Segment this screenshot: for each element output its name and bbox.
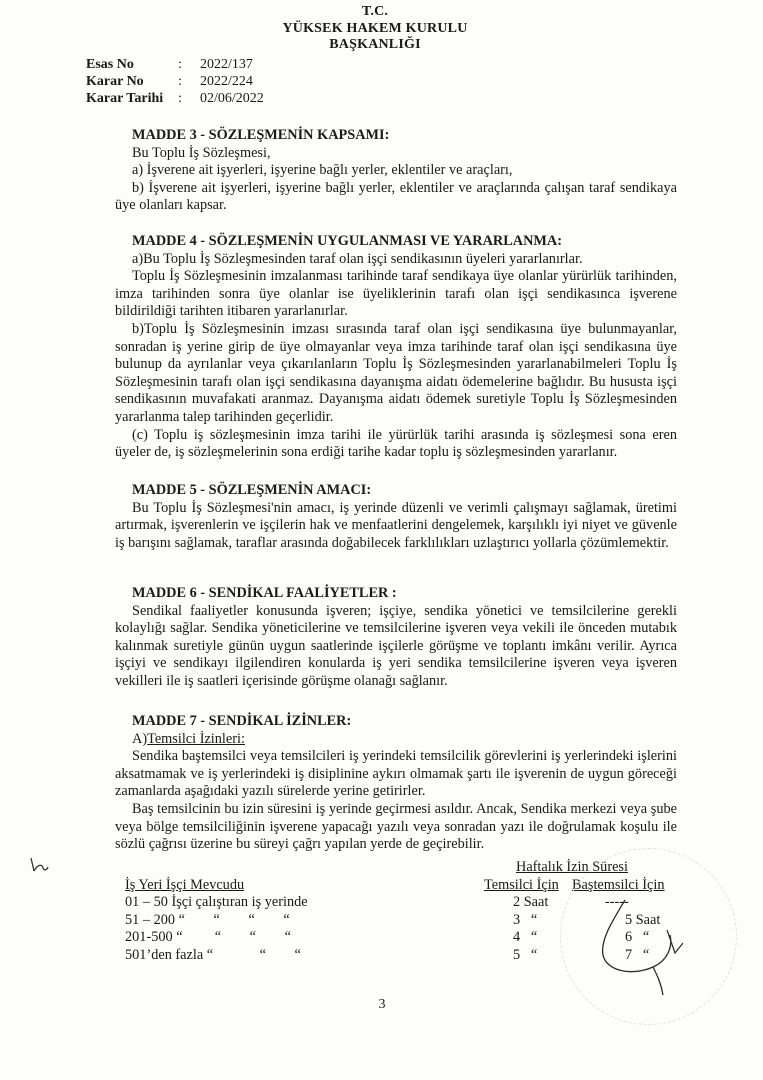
- esas-value: 2022/137: [200, 57, 253, 72]
- table-cell: 201-500 “ “ “ “: [125, 929, 291, 946]
- table-cell: 5 “: [513, 946, 538, 963]
- article-5: [115, 482, 677, 552]
- subheading-label: Temsilci İzinleri:: [147, 730, 245, 747]
- article-7: [115, 713, 677, 854]
- header-tc: T.C.: [361, 4, 389, 19]
- signature-mark: [575, 895, 695, 1005]
- tarih-row: [86, 90, 264, 107]
- paragraph: Sendika baştemsilci veya temsilcileri iş yerindeki temsilcilik görevlerini iş yerlerindeki işlerini aksatmamak ve iş yerlerindeki iş disiplinine aykırı olmamak şartı ile işverenin de uygun göreceği zamanlarda aşağıdaki yazılı sürelerde yerine getirirler.: [115, 748, 677, 800]
- table-cell: 5 Saat: [625, 911, 661, 928]
- table-cell: 7 “: [625, 946, 650, 963]
- table-title: Haftalık İzin Süresi: [516, 859, 628, 875]
- paragraph: b) İşverene ait işyerleri, işyerine bağlı yerler, eklentiler ve araçlarında çalışan taraf sendikaya üye olanları kapsar.: [115, 179, 677, 214]
- page-number: 3: [378, 997, 386, 1012]
- article-3: [115, 127, 677, 215]
- article-7-heading: MADDE 7 - SENDİKAL İZİNLER:: [132, 713, 352, 729]
- article-6-heading: MADDE 6 - SENDİKAL FAALİYETLER :: [132, 585, 397, 601]
- paragraph: (c) Toplu iş sözleşmesinin imza tarihi ile yürürlük tarihi arasında iş sözleşmesi sona eren üyeler de, iş sözleşmelerinin sona erdiği tarihe kadar toplu iş sözleşmesinden yararlanır.: [115, 426, 677, 461]
- karar-row: [86, 73, 264, 90]
- article-4: [115, 233, 677, 462]
- table-cell: 2 Saat: [513, 894, 549, 911]
- paragraph: Baş temsilcinin bu izin süresini iş yerinde geçirmesi asıldır. Ancak, Sendika merkezi veya şube veya bölge temsilciliğinin işverene yapacağı yazılı veya sonradan yazı ile doğrulamak koşulu ile sözlü çağrısı üzerine bu süreyi çağrı yapılan yerde de geçirebilir.: [115, 800, 677, 853]
- paragraph: a)Bu Toplu İş Sözleşmesinden taraf olan işçi sendikasının üyeleri yararlanırlar.: [132, 250, 583, 267]
- table-cell: 501’den fazla “ “ “: [125, 946, 301, 963]
- column-header: İş Yeri İşçi Mevcudu: [125, 876, 245, 893]
- paragraph: Toplu İş Sözleşmesinin imzalanması tarihinde taraf sendikaya üye olanlar yürürlük tarihinden, imza tarihinden sonra üye olanlar ise üyeliklerinin tarafı olan işçi sendikasınca işverene bildirildiği tarihten itibaren yararlanırlar.: [115, 268, 677, 320]
- tarih-label: Karar Tarihi: [86, 91, 164, 106]
- article-4-heading: MADDE 4 - SÖZLEŞMENİN UYGULANMASI VE YARARLANMA:: [132, 233, 562, 249]
- header-department: BAŞKANLIĞI: [329, 37, 421, 52]
- tarih-value: 02/06/2022: [200, 91, 264, 106]
- article-5-heading: MADDE 5 - SÖZLEŞMENİN AMACI:: [132, 482, 372, 498]
- subheading: [115, 731, 677, 749]
- karar-value: 2022/224: [200, 74, 253, 89]
- subheading-prefix: A): [132, 730, 148, 747]
- table-cell: 51 – 200 “ “ “ “: [125, 911, 290, 928]
- colon: :: [178, 91, 182, 106]
- header-organization: YÜKSEK HAKEM KURULU: [282, 21, 468, 36]
- paragraph: a) İşverene ait işyerleri, işyerine bağlı yerler, eklentiler ve araçları,: [132, 162, 513, 179]
- table-cell: -----: [605, 894, 629, 911]
- margin-mark: [28, 856, 50, 874]
- karar-label: Karar No: [86, 74, 144, 89]
- colon: :: [178, 57, 182, 72]
- esas-label: Esas No: [86, 57, 134, 72]
- colon: :: [178, 74, 182, 89]
- table-cell: 3 “: [513, 911, 538, 928]
- paragraph: Sendikal faaliyetler konusunda işveren; işçiye, sendika yönetici ve temsilcilerine gerekli kolaylığı sağlar. Sendika yöneticilerine ve temsilcilerine işveren veya vekili ile önceden mutabık kalınmak suretiyle günün uygun saatlerinde işçilerle görüşme ve toplantı imkânı verilir. Ayrıca işçiyi ve sendikayı ilgilendiren konularda iş yeri sendika temsilcilerine işveren veya işveren vekilleri ile iş saatleri içerisinde görüşme olanağı sağlanır.: [115, 602, 677, 689]
- table-cell: 6 “: [625, 929, 650, 946]
- article-6: [115, 585, 677, 691]
- case-metadata: [86, 56, 264, 107]
- table-cell: 01 – 50 İşçi çalıştıran iş yerinde: [125, 894, 308, 911]
- paragraph: b)Toplu İş Sözleşmesinin imzası sırasında taraf olan işçi sendikasına üye bulunmayanlar, sonradan iş yerine girip de üye olmayanlar veya imza tarihinde taraf olan işçi sendikasına üye bulunup da ayrılanlar veya çıkarılanların Toplu İş Sözleşmesinden yararlanabilmeleri Toplu İş Sözleşmesinin tarafı olan işçi sendikasına dayanışma aidatı ödemelerine bağlıdır. Bu hususta işçi sendikasının muvafakati aranmaz. Dayanışma aidatı ödemek suretiyle Toplu İş Sözleşmesinden yararlanma talep tarihinden geçerlidir.: [115, 320, 677, 425]
- column-header: Temsilci İçin: [484, 876, 559, 893]
- article-3-heading: MADDE 3 - SÖZLEŞMENİN KAPSAMI:: [132, 127, 390, 143]
- table-cell: 4 “: [513, 929, 538, 946]
- esas-row: [86, 56, 264, 73]
- paragraph: Bu Toplu İş Sözleşmesi'nin amacı, iş yerinde düzenli ve verimli çalışmayı sağlamak, üretimi artırmak, işverenlerin ve işçilerin hak ve menfaatlerini dengelemek, karşılıklı iyi niyet ve güvenle iş barışını sağlamak, taraflar arasında doğabilecek farklılıkları uzlaştırıcı yollarla çözümlemektir.: [115, 499, 677, 551]
- column-header: Baştemsilci İçin: [572, 876, 665, 893]
- paragraph: Bu Toplu İş Sözleşmesi,: [132, 144, 271, 161]
